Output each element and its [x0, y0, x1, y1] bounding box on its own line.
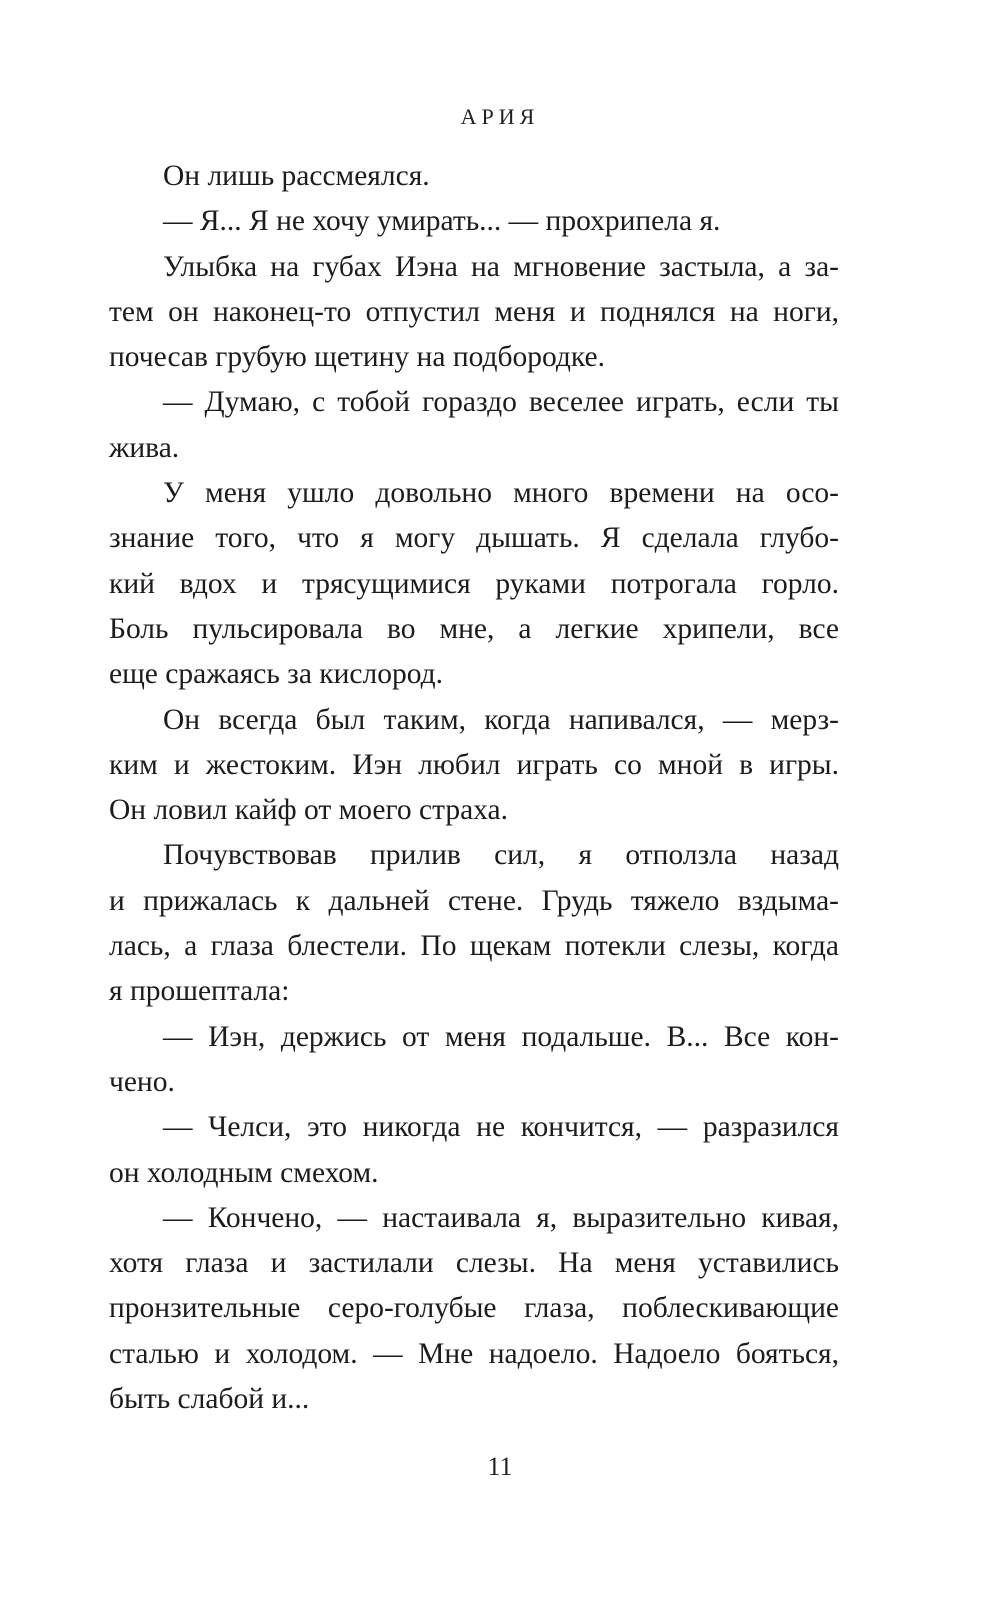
text-line: он холодным смехом.	[109, 1156, 379, 1189]
running-header: АРИЯ	[460, 104, 540, 129]
text-line: пронзительные серо-голубые глаза, поблескивающие	[109, 1292, 839, 1325]
text-line: Боль пульсировала во мне, а легкие хрипели, все	[109, 612, 839, 645]
text-line: — Челси, это никогда не кончится, — разразился	[163, 1111, 839, 1144]
text-line: Почувствовав прилив сил, я отползла назад	[163, 839, 839, 872]
text-line: быть слабой и...	[109, 1383, 310, 1416]
text-line: сталью и холодом. — Мне надоело. Надоело бояться,	[109, 1337, 839, 1370]
text-line: — Я... Я не хочу умирать... — прохрипела я.	[163, 205, 721, 238]
text-line: У меня ушло довольно много времени на осо-	[163, 477, 839, 510]
text-line: знание того, что я могу дышать. Я сделала глубо-	[109, 522, 839, 555]
text-line: чено.	[109, 1065, 175, 1098]
text-line: Улыбка на губах Иэна на мгновение застыла, а за-	[163, 250, 839, 283]
text-line: — Иэн, держись от меня подальше. В... Все кон-	[163, 1020, 839, 1053]
text-line: жива.	[109, 431, 180, 464]
text-line: — Кончено, — настаивала я, выразительно кивая,	[163, 1201, 839, 1234]
text-line: лась, а глаза блестели. По щекам потекли слезы, когда	[109, 930, 839, 963]
text-line: почесав грубую щетину на подбородке.	[109, 341, 605, 374]
text-line: я прошептала:	[109, 975, 290, 1008]
page-number: 11	[487, 1452, 513, 1481]
text-line: ким и жестоким. Иэн любил играть со мной в игры.	[109, 748, 839, 781]
text-line: Он ловил кайф от моего страха.	[109, 794, 509, 827]
text-line: Он всегда был таким, когда напивался, — мерз-	[163, 703, 839, 736]
text-line: Он лишь рассмеялся.	[163, 160, 430, 192]
text-line: — Думаю, с тобой гораздо веселее играть, если ты	[163, 386, 839, 419]
page-body	[109, 154, 839, 1422]
text-line: и прижалась к дальней стене. Грудь тяжело вздыма-	[109, 884, 839, 917]
text-line: хотя глаза и застилали слезы. На меня уставились	[109, 1247, 839, 1280]
text-line: еще сражаясь за кислород.	[109, 658, 444, 691]
text-line: тем он наконец-то отпустил меня и поднялся на ноги,	[109, 295, 839, 328]
text-line: кий вдох и трясущимися руками потрогала горло.	[109, 567, 839, 600]
